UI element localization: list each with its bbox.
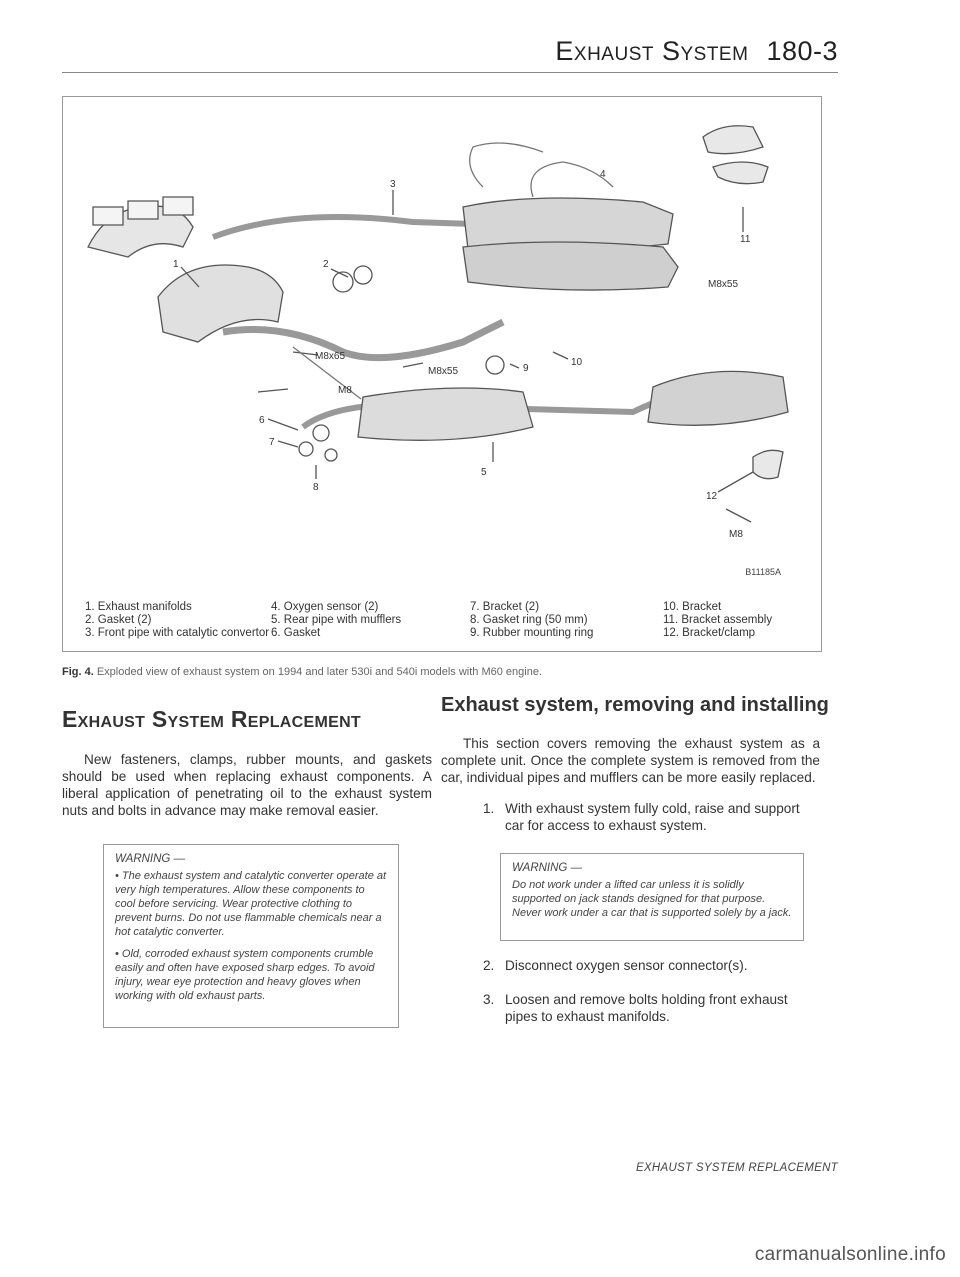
legend-item: 5. Rear pipe with mufflers (271, 614, 402, 626)
bracket-assembly (703, 126, 768, 184)
footer-section: EXHAUST SYSTEM REPLACEMENT (635, 1162, 838, 1174)
figure-id: B11185A (745, 567, 781, 577)
ring-8 (325, 449, 337, 461)
intro-paragraph: New fasteners, clamps, rubber mounts, and gaskets should be used when replacing exhaust components. A liberal application of penetrating oil to the exhaust system nuts and bolts in advance may make removal easier. (62, 752, 432, 818)
step-number: 2. (483, 958, 495, 973)
step-1 (483, 800, 820, 836)
section-paragraph: This section covers removing the exhaust system as a complete unit. Once the complete system is removed from the car, individual pipes and mufflers can be more easily replaced. (441, 736, 820, 785)
warning-text: Do not work under a lifted car unless it is solidly supported on jack stands designed for that purpose. Never work under a car that is supported solely by a jack. (512, 879, 792, 919)
warning-title: WARNING — (115, 853, 186, 865)
step-text: Loosen and remove bolts holding front exhaust pipes to exhaust manifolds. (505, 992, 788, 1024)
legend-item: 6. Gasket (271, 627, 321, 639)
callout-1: 1 (173, 259, 179, 270)
warning-title: WARNING — (512, 862, 583, 874)
callout-7: 7 (269, 437, 275, 448)
legend-item: 1. Exhaust manifolds (85, 601, 192, 613)
figure-exploded-view (62, 96, 822, 652)
bracket-clamp (753, 450, 783, 478)
legend-item: 11. Bracket assembly (663, 614, 773, 626)
gasket-6 (313, 425, 329, 441)
callout-12: 12 (706, 491, 718, 502)
legend-item: 12. Bracket/clamp (663, 627, 756, 639)
callout-2: 2 (323, 259, 329, 270)
callout-4: 4 (600, 169, 606, 180)
section-heading: Exhaust System Replacement (62, 706, 361, 732)
watermark: carmanualsonline.info (754, 1244, 946, 1265)
legend-item: 7. Bracket (2) (470, 601, 540, 613)
step-text: With exhaust system fully cold, raise and support car for access to exhaust system. (505, 801, 800, 833)
warning-text: • Old, corroded exhaust system components crumble easily and often have exposed sharp edges. To avoid injury, wear eye protection and heavy gloves when working with old exhaust parts. (115, 948, 375, 1002)
subsection-heading: Exhaust system, removing and installing (441, 694, 829, 716)
callout-9: 9 (523, 363, 529, 374)
caption-label: Fig. 4. (62, 666, 94, 678)
callout-3: 3 (390, 179, 396, 190)
bolt-m8-right: M8 (729, 529, 743, 540)
caption-text: Exploded view of exhaust system on 1994 and later 530i and 540i models with M60 engine. (96, 666, 543, 678)
rear-muffler (648, 371, 788, 425)
gasket-7 (299, 442, 313, 456)
exhaust-diagram (63, 97, 821, 651)
legend-item: 10. Bracket (663, 601, 722, 613)
callout-8: 8 (313, 482, 319, 493)
warning-text: • The exhaust system and catalytic converter operate at very high temperatures. Allow these components to cool before servicing. Wear protective clothing to prevent burns. Do not use flammable chemicals near a hot catalytic converter. (115, 870, 387, 938)
catalytic-converter-lower (463, 242, 678, 290)
ring-9 (486, 356, 504, 374)
callout-6: 6 (259, 415, 265, 426)
center-muffler (358, 388, 533, 440)
legend-item: 4. Oxygen sensor (2) (271, 601, 379, 613)
front-pipe-2 (223, 322, 503, 358)
callout-10: 10 (571, 357, 583, 368)
bolt-m8x55-upper: M8x55 (708, 279, 739, 290)
step-number: 3. (483, 992, 495, 1007)
bolt-m8x55-lower: M8x55 (428, 366, 459, 377)
legend-item: 2. Gasket (2) (85, 614, 152, 626)
legend-item: 3. Front pipe with catalytic convertor (85, 627, 270, 639)
warning-box-right (500, 853, 804, 941)
step-text: Disconnect oxygen sensor connector(s). (505, 958, 748, 973)
step-3 (483, 991, 820, 1027)
callout-5: 5 (481, 467, 487, 478)
callout-11: 11 (740, 234, 751, 245)
page-header (555, 36, 838, 67)
bolt-m8x65: M8x65 (315, 351, 346, 362)
step-2 (483, 957, 820, 977)
warning-box-left (103, 844, 399, 1028)
gasket-2b (354, 266, 372, 284)
front-pipe-1 (213, 217, 473, 237)
legend-item: 8. Gasket ring (50 mm) (470, 614, 588, 626)
header-title: Exhaust System (555, 36, 749, 66)
step-number: 1. (483, 801, 495, 816)
page-number: 180-3 (766, 36, 838, 66)
bolt-m8: M8 (338, 385, 352, 396)
header-rule (62, 72, 838, 73)
figure-caption (62, 666, 542, 678)
legend-item: 9. Rubber mounting ring (470, 627, 594, 639)
